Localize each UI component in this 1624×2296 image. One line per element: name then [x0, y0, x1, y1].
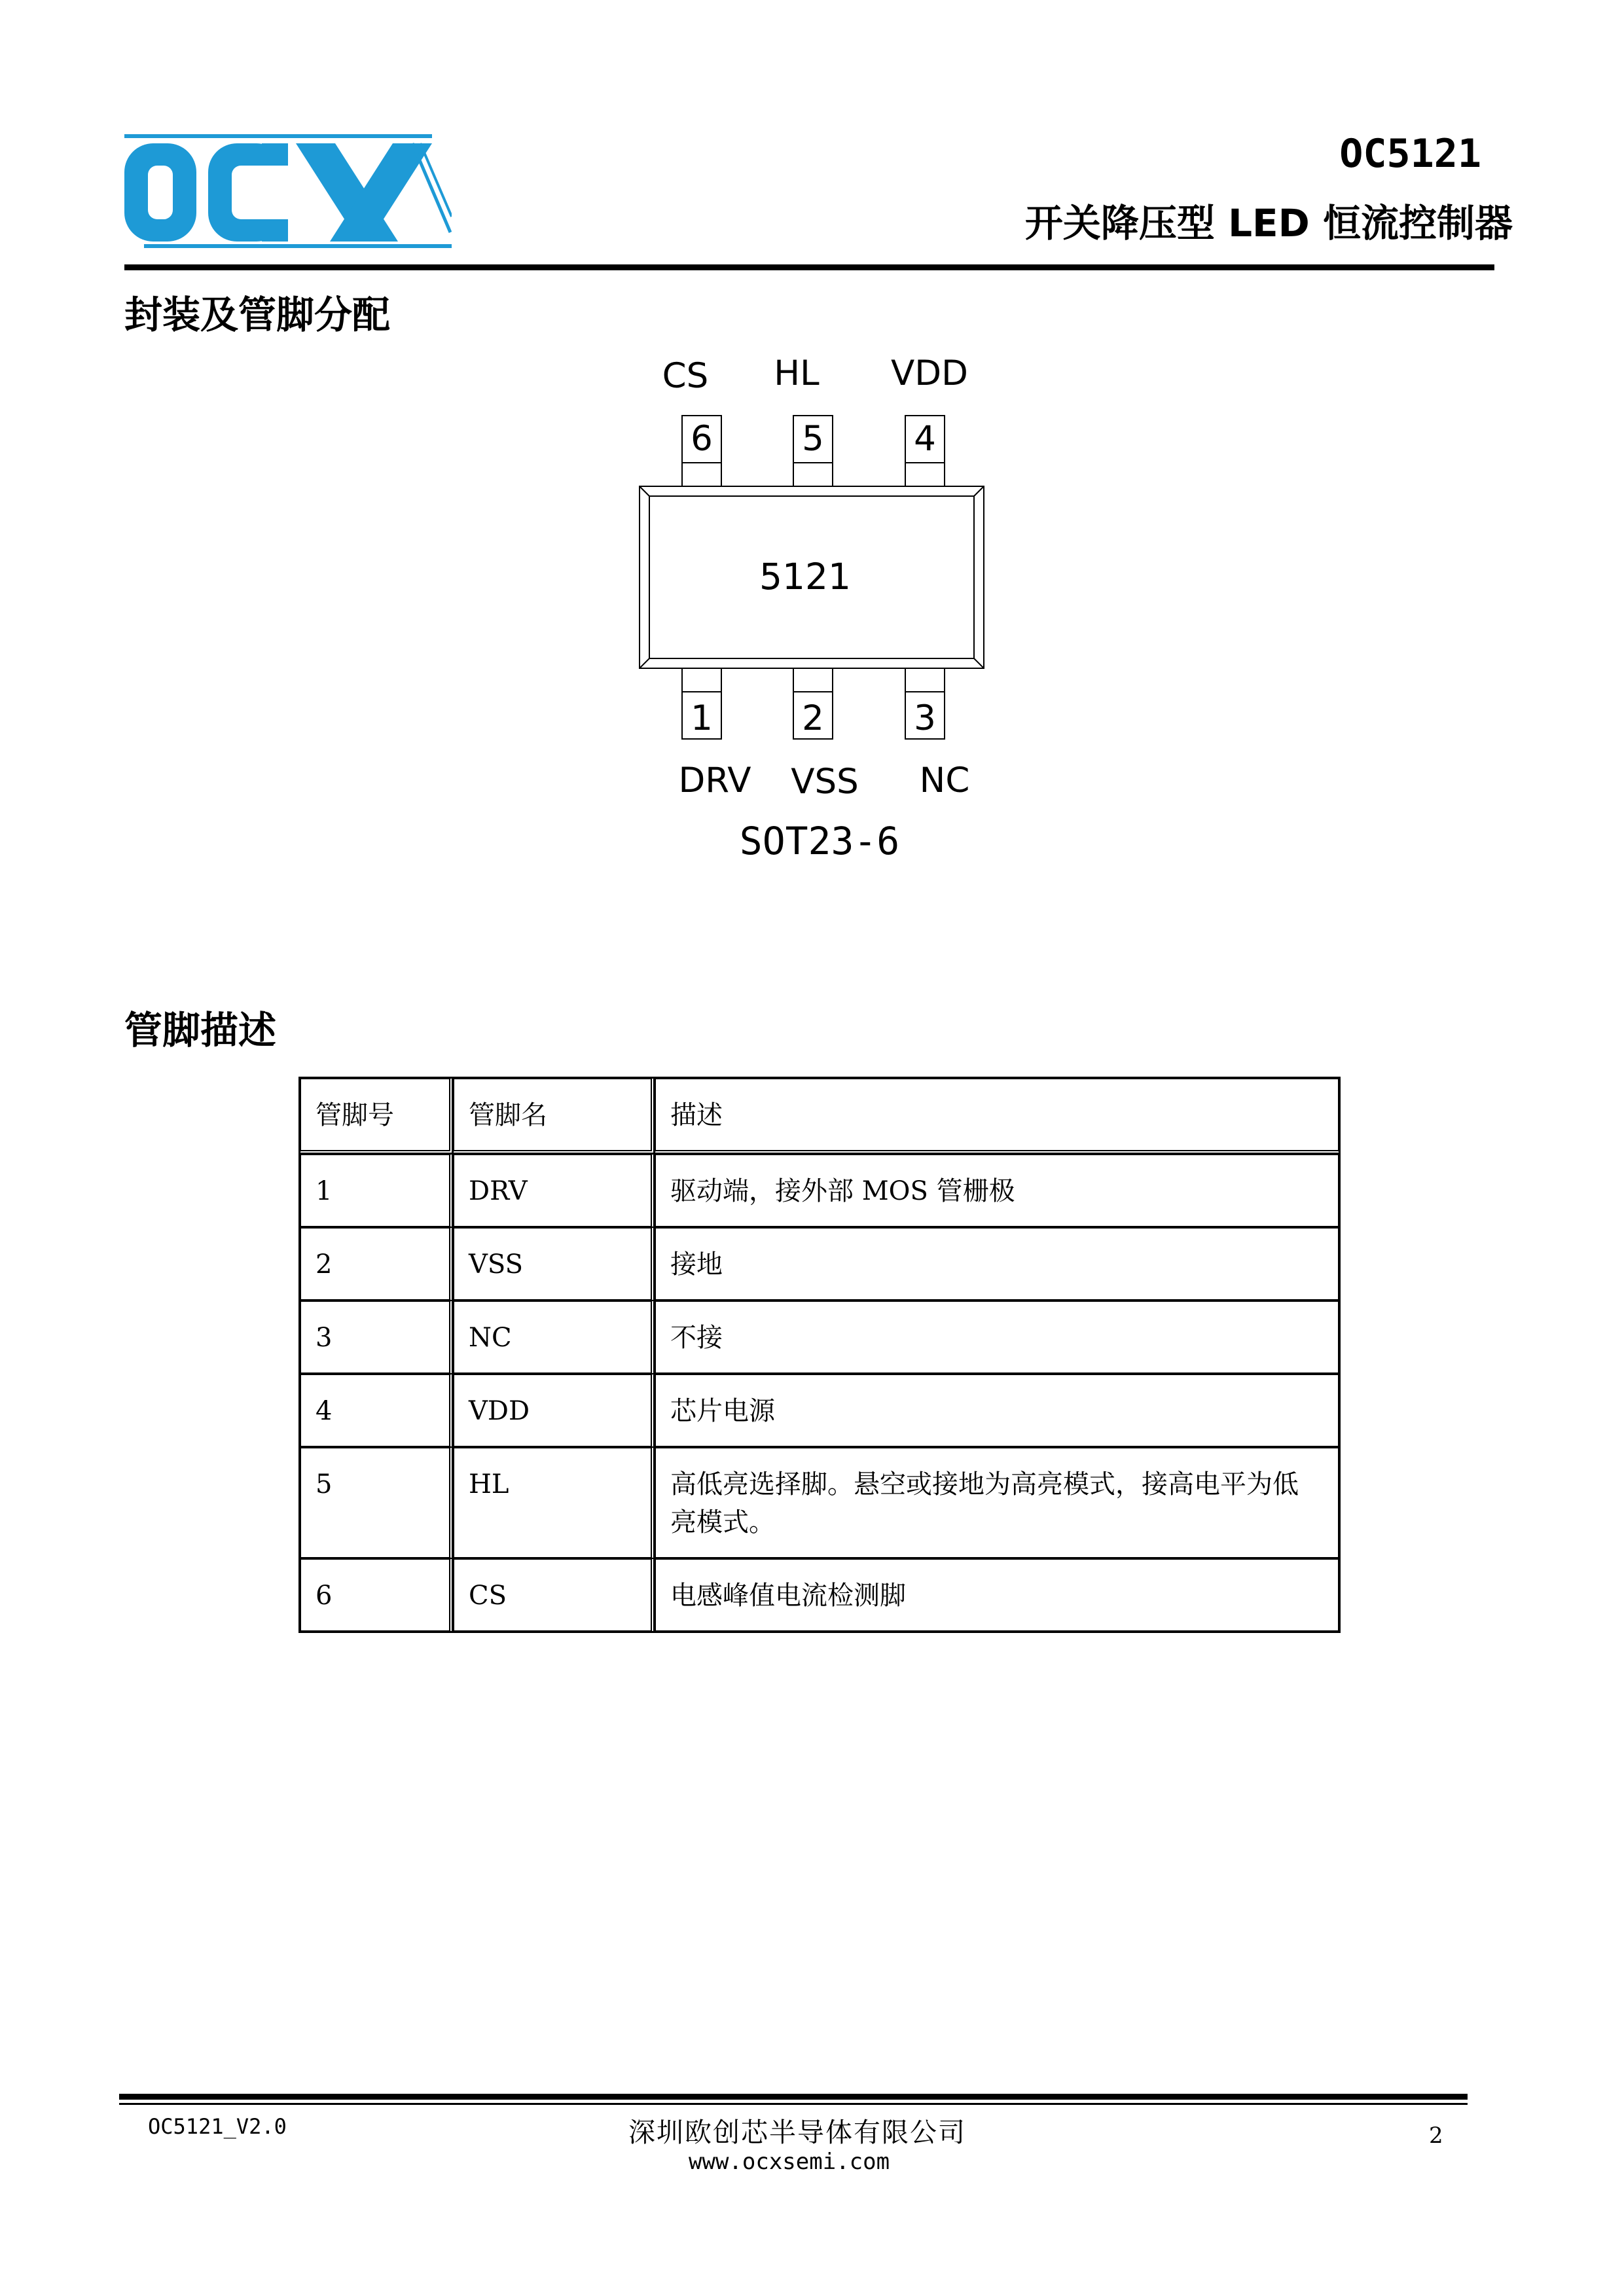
- pin-name-bottom-3: NC: [919, 761, 970, 800]
- pin-name-cell: VDD: [453, 1374, 655, 1447]
- svg-text:2: 2: [802, 698, 824, 738]
- pin-number-cell: 2: [300, 1227, 453, 1300]
- pin-number-cell: 5: [300, 1447, 453, 1558]
- svg-text:5: 5: [802, 419, 824, 459]
- header-description: 描述: [655, 1078, 1339, 1154]
- footer-divider-thick: [119, 2094, 1468, 2100]
- pin-description-cell: 不接: [655, 1300, 1339, 1374]
- pin-description-cell: 芯片电源: [655, 1374, 1339, 1447]
- company-logo: [124, 134, 452, 249]
- svg-text:3: 3: [914, 698, 936, 738]
- pin-description-table: [298, 1077, 1341, 1633]
- header-pin-name: 管脚名: [453, 1078, 655, 1154]
- bottom-pin-3: [905, 668, 945, 739]
- top-pin-4: [905, 416, 945, 486]
- footer-website: www.ocxsemi.com: [689, 2149, 890, 2175]
- pin-number-cell: 6: [300, 1558, 453, 1632]
- package-diagram: [628, 347, 995, 890]
- pin-name-cell: DRV: [453, 1154, 655, 1227]
- pin-name-cell: CS: [453, 1558, 655, 1632]
- pin-desc-section-title: 管脚描述: [124, 1008, 277, 1052]
- table-row: [300, 1374, 1339, 1447]
- bottom-pin-1: [682, 668, 721, 739]
- pin-description-cell: 电感峰值电流检测脚: [655, 1558, 1339, 1632]
- package-name: SOT23-6: [739, 819, 900, 863]
- page-number: 2: [1429, 2123, 1443, 2149]
- pin-description-cell: 接地: [655, 1227, 1339, 1300]
- pin-name-cell: NC: [453, 1300, 655, 1374]
- header-pin-number: 管脚号: [300, 1078, 453, 1154]
- document-title: 开关降压型 LED 恒流控制器: [1024, 201, 1513, 245]
- table-row: [300, 1300, 1339, 1374]
- footer-divider-thin: [119, 2103, 1468, 2105]
- pin-number-cell: 4: [300, 1374, 453, 1447]
- table-row: [300, 1154, 1339, 1227]
- bottom-pin-2: [793, 668, 833, 739]
- pin-number-cell: 3: [300, 1300, 453, 1374]
- svg-text:4: 4: [914, 419, 936, 459]
- top-pin-6: [682, 416, 721, 486]
- table-row: [300, 1227, 1339, 1300]
- table-row: [300, 1447, 1339, 1558]
- pin-description-cell: 高低亮选择脚。悬空或接地为高亮模式，接高电平为低亮模式。: [655, 1447, 1339, 1558]
- pin-description-cell: 驱动端，接外部 MOS 管栅极: [655, 1154, 1339, 1227]
- footer-version: OC5121_V2.0: [148, 2114, 287, 2139]
- top-pin-5: [793, 416, 833, 486]
- chip-label: 5121: [759, 556, 851, 598]
- package-section-title: 封装及管脚分配: [124, 293, 391, 337]
- chip-body: [640, 486, 984, 668]
- pin-name-cell: VSS: [453, 1227, 655, 1300]
- footer-company-name: 深圳欧创芯半导体有限公司: [628, 2117, 966, 2148]
- svg-text:6: 6: [691, 419, 713, 459]
- pin-name-top-4: VDD: [891, 353, 968, 393]
- part-number: OC5121: [1339, 131, 1481, 177]
- pin-name-top-5: HL: [774, 353, 820, 393]
- svg-text:1: 1: [691, 698, 713, 738]
- pin-name-bottom-2: VSS: [791, 762, 859, 802]
- table-row: [300, 1558, 1339, 1632]
- pin-name-bottom-1: DRV: [678, 761, 751, 800]
- pin-number-cell: 1: [300, 1154, 453, 1227]
- pin-name-cell: HL: [453, 1447, 655, 1558]
- pin-name-top-6: CS: [662, 356, 709, 396]
- table-header-row: [300, 1078, 1339, 1154]
- header-divider: [124, 264, 1494, 270]
